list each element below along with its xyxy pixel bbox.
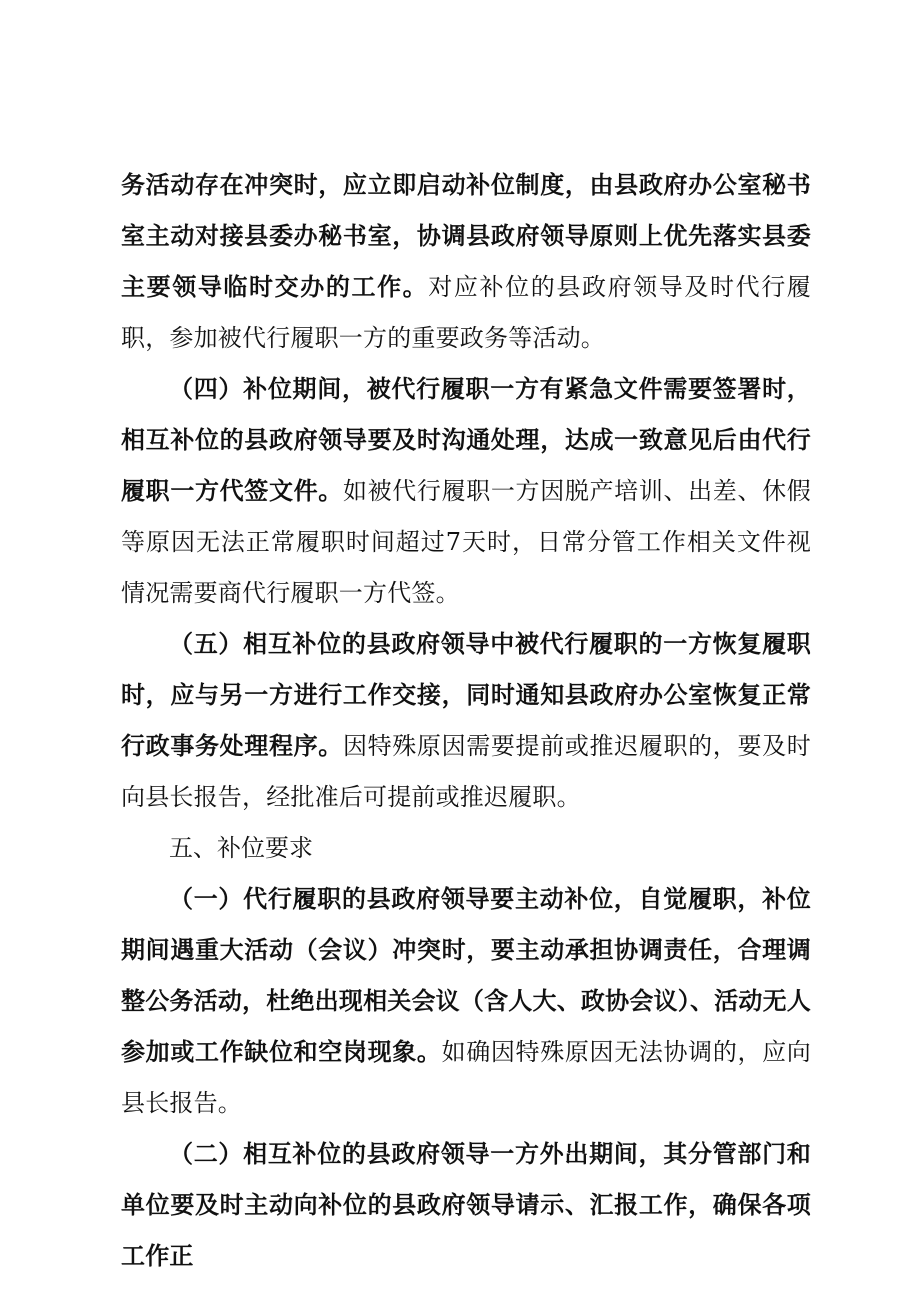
- paragraph-bold-text: （五）相互补位的县政府领导中被代行履职的一方恢复履职时，应与另一方进行工作交接，同时通知县政府办公室恢复正常行政事务处理程序。: [121, 630, 811, 760]
- paragraph-item-five: [121, 619, 811, 823]
- section-paragraph-one: [121, 874, 811, 1129]
- paragraph-bold-text: 务活动存在冲突时，应立即启动补位制度，由县政府办公室秘书室主动对接县委办秘书室，协调县政府领导原则上优先落实县委主要领导临时交办的工作。: [121, 171, 811, 301]
- paragraph-normal-text: 如被代行履职一方因脱产培训、出差、休假等原因无法正常履职时间超过7天时，日常分管工作相关文件视情况需要商代行履职一方代签。: [121, 477, 811, 607]
- section-heading: 五、补位要求: [169, 834, 313, 862]
- paragraph-bold-text: （二）相互补位的县政府领导一方外出期间，其分管部门和单位要及时主动向补位的县政府领导请示、汇报工作，确保各项工作正: [121, 1140, 811, 1270]
- paragraph-item-four: [121, 364, 811, 619]
- paragraph-continuation: [121, 160, 811, 364]
- paragraph-normal-text: 对应补位的县政府领导及时代行履职，参加被代行履职一方的重要政务等活动。: [121, 273, 812, 352]
- paragraph-bold-text: （一）代行履职的县政府领导要主动补位，自觉履职，补位期间遇重大活动（会议）冲突时，要主动承担协调责任，合理调整公务活动，杜绝出现相关会议（含人大、政协会议）、活动无人参加或工作缺位和空岗现象。: [121, 885, 811, 1066]
- paragraph-normal-text: 因特殊原因需要提前或推迟履职的，要及时向县长报告，经批准后可提前或推迟履职。: [121, 732, 811, 811]
- section-paragraph-two: [121, 1129, 811, 1282]
- document-body: [121, 160, 811, 1282]
- paragraph-bold-text: （四）补位期间，被代行履职一方有紧急文件需要签署时，相互补位的县政府领导要及时沟通处理，达成一致意见后由代行履职一方代签文件。: [121, 375, 811, 505]
- paragraph-normal-text: 如确因特殊原因无法协调的，应向县长报告。: [121, 1038, 812, 1117]
